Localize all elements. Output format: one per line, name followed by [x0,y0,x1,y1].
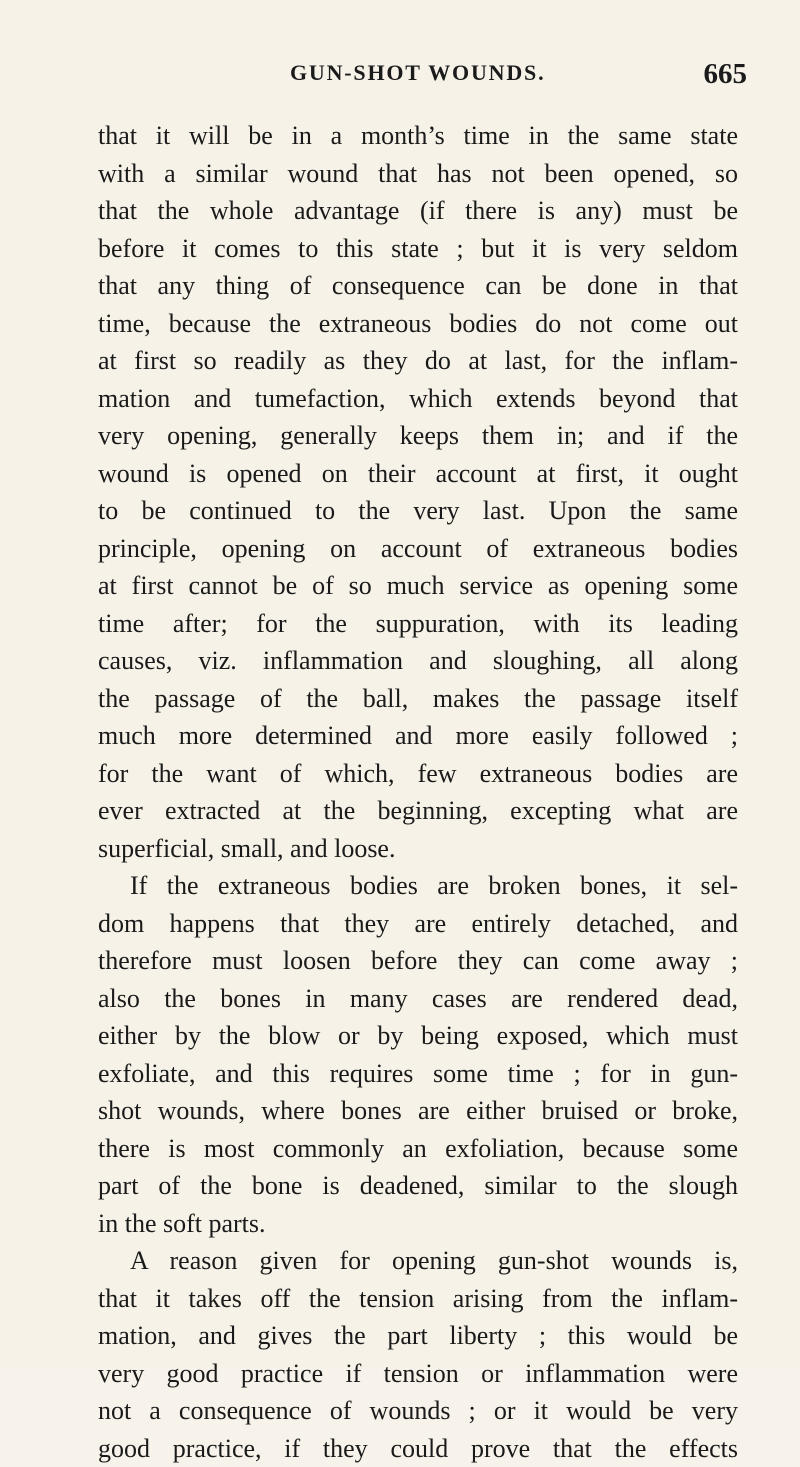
text-line: mation and tumefaction, which extends beyond that [98,380,738,418]
page-number: 665 [704,58,748,91]
text-line: to be continued to the very last. Upon the same [98,492,738,530]
text-line: either by the blow or by being exposed, which must [98,1017,738,1055]
text-line: A reason given for opening gun-shot wounds is, [98,1242,738,1280]
text-line: the passage of the ball, makes the passage itself [98,680,738,718]
text-line: part of the bone is deadened, similar to the slough [98,1167,738,1205]
text-line: that it takes off the tension arising from the inflam- [98,1280,738,1318]
text-line: that it will be in a month’s time in the same state [98,117,738,155]
text-line: exfoliate, and this requires some time ; for in gun- [98,1055,738,1093]
text-line: time, because the extraneous bodies do not come out [98,305,738,343]
running-head: GUN-SHOT WOUNDS. [290,60,545,86]
body-text [98,117,738,1467]
text-line: mation, and gives the part liberty ; this would be [98,1317,738,1355]
text-line: that any thing of consequence can be done in that [98,267,738,305]
text-line: very good practice if tension or inflammation were [98,1355,738,1393]
text-line: before it comes to this state ; but it is very seldom [98,230,738,268]
text-line: superficial, small, and loose. [98,830,738,868]
text-line: in the soft parts. [98,1205,738,1243]
text-line: also the bones in many cases are rendered dead, [98,980,738,1018]
text-line: for the want of which, few extraneous bodies are [98,755,738,793]
text-line: principle, opening on account of extraneous bodies [98,530,738,568]
text-line: there is most commonly an exfoliation, because some [98,1130,738,1168]
text-line: good practice, if they could prove that the effects [98,1430,738,1467]
text-line: very opening, generally keeps them in; and if the [98,417,738,455]
text-line: much more determined and more easily followed ; [98,717,738,755]
text-line: time after; for the suppuration, with its leading [98,605,738,643]
text-line: causes, viz. inflammation and sloughing, all along [98,642,738,680]
text-line: wound is opened on their account at first, it ought [98,455,738,493]
text-line: with a similar wound that has not been opened, so [98,155,738,193]
page-header [92,58,747,98]
text-line: dom happens that they are entirely detached, and [98,905,738,943]
text-line: ever extracted at the beginning, excepting what are [98,792,738,830]
text-line: shot wounds, where bones are either bruised or broke, [98,1092,738,1130]
text-line: that the whole advantage (if there is any) must be [98,192,738,230]
text-line: at first cannot be of so much service as opening some [98,567,738,605]
text-line: If the extraneous bodies are broken bones, it sel- [98,867,738,905]
text-line: therefore must loosen before they can come away ; [98,942,738,980]
text-line: not a consequence of wounds ; or it would be very [98,1392,738,1430]
text-line: at first so readily as they do at last, for the inflam- [98,342,738,380]
